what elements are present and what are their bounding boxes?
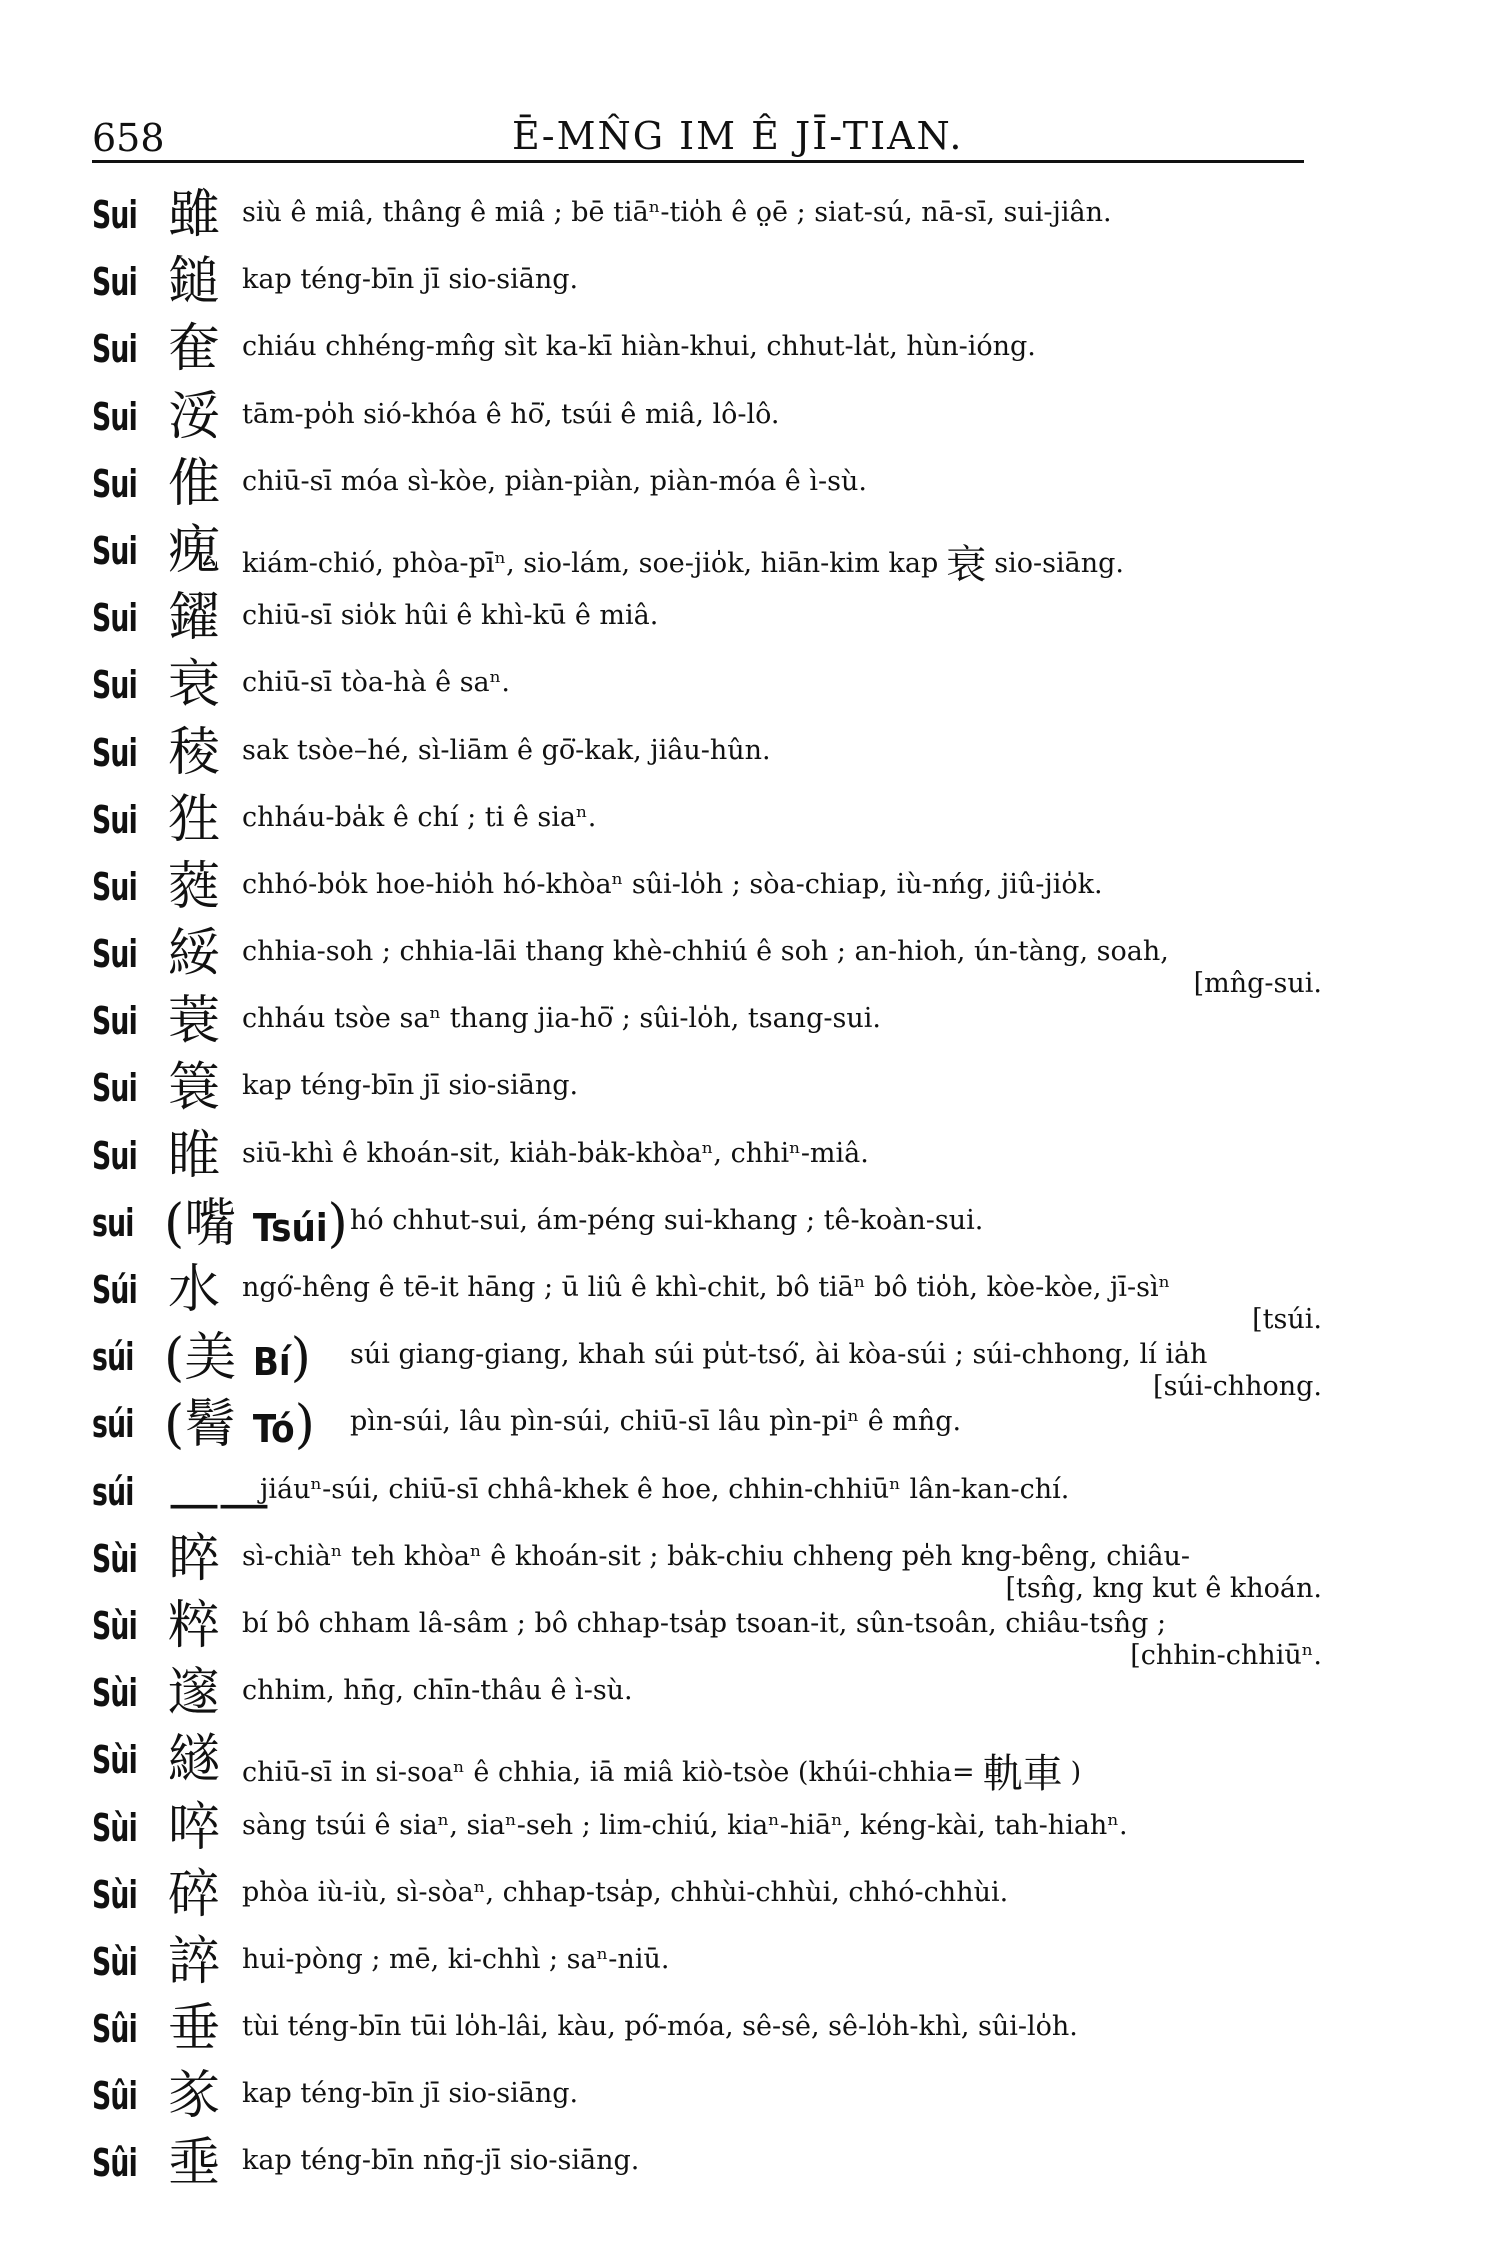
- definition-text: chiáu chhéng-mn̂g sìt ka-kī hiàn-khui, chhut-la̍t, hùn-ióng.: [242, 331, 1036, 363]
- entry-character: 睢: [168, 1125, 221, 1186]
- spacer: [236, 1395, 253, 1455]
- entry-character: 啐: [168, 1797, 221, 1858]
- definition-text: kap téng-bīn jī sio-siāng.: [242, 264, 579, 296]
- entry-headword: Súi: [92, 1268, 137, 1312]
- entry-definition: [350, 1339, 1207, 1370]
- entry-character: 埀: [168, 2133, 221, 2194]
- entry-headword: Sùi: [92, 1939, 137, 1984]
- definition-text: phòa iù-iù, sì-sòaⁿ, chhap-tsa̍p, chhùi-chhùi, chhó-chhùi.: [242, 1876, 1009, 1908]
- entry-character: 邃: [168, 1663, 221, 1724]
- entry-headword: Sûi: [92, 2141, 137, 2186]
- definition-tail: sio-siāng.: [994, 547, 1124, 579]
- dictionary-entry: [92, 521, 1322, 588]
- entry-headword: Sui: [92, 864, 137, 909]
- entry-definition: [242, 600, 658, 631]
- definition-text: kap téng-bīn jī sio-siāng.: [242, 1070, 579, 1102]
- open-paren: (: [164, 1328, 185, 1389]
- entry-definition: [242, 2078, 578, 2109]
- entry-cross-reference: [164, 1396, 315, 1458]
- dictionary-entry: [92, 454, 1322, 521]
- dictionary-entry: [92, 2066, 1322, 2133]
- definition-text: kiám-chió, phòa-pīⁿ, sio-lám, soe-jio̍k, hiān-kim kap: [242, 547, 939, 579]
- definition-text: kap téng-bīn nn̄g-jī sio-siāng.: [242, 2145, 640, 2177]
- entry-definition: [242, 1675, 633, 1706]
- definition-text: chiū-sī tòa-hà ê saⁿ.: [242, 667, 510, 699]
- entry-definition: [242, 1608, 1166, 1639]
- entry-definition: [242, 2145, 639, 2176]
- entry-definition: [242, 1138, 869, 1169]
- definition-text: chiū-sī móa sì-kòe, piàn-piàn, piàn-móa ê ì-sù.: [242, 465, 867, 497]
- definition-text: chhia-soh ; chhia-lāi thang khè-chhiú ê soh ; an-hioh, ún-tàng, soah,: [242, 936, 1169, 968]
- definition-text: hui-pòng ; mē, ki-chhì ; saⁿ-niū.: [242, 1943, 670, 1975]
- dictionary-entry: [92, 1595, 1322, 1671]
- entry-headword: Sui: [92, 1066, 137, 1111]
- spacer: [236, 1328, 253, 1388]
- entry-dash: ——: [168, 1473, 268, 1534]
- entry-character: 水: [168, 1260, 221, 1320]
- dictionary-entry: [92, 790, 1322, 857]
- entry-character: 綏: [168, 924, 221, 985]
- dictionary-entry: [92, 1193, 1322, 1260]
- entry-definition: [242, 1272, 1170, 1303]
- entry-headword: Sui: [92, 730, 137, 775]
- entry-character: 睟: [168, 1528, 221, 1589]
- entry-headword: súi: [92, 1335, 134, 1380]
- dictionary-entry: [92, 1932, 1322, 1999]
- entry-definition: [242, 1003, 881, 1034]
- definition-text: sàng tsúi ê siaⁿ, siaⁿ-seh ; lim-chiú, kiaⁿ-hiāⁿ, kéng-kài, tah-hiahⁿ.: [242, 1809, 1128, 1841]
- definition-continuation: [súi-chhong.: [1153, 1371, 1322, 1403]
- entry-headword: súi: [92, 1469, 134, 1514]
- definition-text: chháu-ba̍k ê chí ; ti ê siaⁿ.: [242, 801, 597, 833]
- entry-character: 稜: [168, 722, 221, 783]
- dictionary-entry: [92, 1730, 1322, 1797]
- xref-character: 嘴: [184, 1193, 237, 1254]
- entry-cross-reference: [164, 1195, 348, 1257]
- entry-headword: Sui: [92, 932, 137, 977]
- entry-character: 鎚: [168, 252, 221, 313]
- dictionary-entry: [92, 1327, 1322, 1403]
- entry-definition: [242, 735, 771, 766]
- entry-character: 蕤: [168, 856, 221, 917]
- inline-character: 衰: [946, 541, 987, 588]
- definition-text: hó chhut-sui, ám-péng sui-khang ; tê-koàn-sui.: [350, 1204, 984, 1236]
- definition-text: jiáuⁿ-súi, chiū-sī chhâ-khek ê hoe, chhin-chhiūⁿ lân-kan-chí.: [260, 1473, 1070, 1505]
- entry-headword: Sui: [92, 528, 137, 573]
- entry-character: 鑃: [168, 588, 221, 649]
- entry-headword: Sùi: [92, 1536, 137, 1581]
- entry-list: [92, 185, 1322, 2201]
- entry-definition: [242, 1742, 1081, 1799]
- dictionary-entry: [92, 185, 1322, 252]
- entry-definition: [242, 533, 1124, 590]
- definition-text: tām-po̍h sió-khóa ê hō͘, tsúi ê miâ, lô-lô.: [242, 398, 780, 430]
- definition-continuation: [chhin-chhiūⁿ.: [1130, 1639, 1322, 1671]
- entry-definition: [242, 1944, 669, 1975]
- entry-character: 瘣: [168, 520, 221, 581]
- entry-headword: Sui: [92, 394, 137, 439]
- entry-headword: Sùi: [92, 1805, 137, 1850]
- definition-text: siū-khì ê khoán-sit, kia̍h-ba̍k-khòaⁿ, chhiⁿ-miâ.: [242, 1137, 869, 1169]
- definition-text: chháu tsòe saⁿ thang jia-hō͘ ; sûi-lo̍h, tsang-sui.: [242, 1003, 881, 1035]
- entry-character: 雖: [168, 185, 221, 245]
- entry-definition: [350, 1406, 961, 1437]
- open-paren: (: [164, 1395, 185, 1456]
- dictionary-entry: [92, 655, 1322, 722]
- entry-headword: Sùi: [92, 1872, 137, 1917]
- entry-definition: [242, 2011, 1078, 2042]
- entry-character: 狌: [168, 789, 221, 850]
- entry-character: 簑: [168, 1058, 221, 1119]
- xref-reading: Bí: [252, 1340, 291, 1385]
- entry-headword: Sùi: [92, 1671, 137, 1716]
- entry-character: 蓑: [168, 991, 221, 1052]
- dictionary-entry: [92, 1462, 1322, 1534]
- entry-headword: Sui: [92, 663, 137, 708]
- definition-text: chiū-sī in si-soaⁿ ê chhia, iā miâ kiò-tsòe (khúi-chhia=: [242, 1757, 975, 1789]
- definition-continuation: [tsúi.: [1252, 1304, 1322, 1335]
- close-paren: ): [327, 1193, 348, 1254]
- entry-headword: Sui: [92, 260, 137, 305]
- entry-definition: [242, 1810, 1128, 1841]
- definition-text: chhó-bo̍k hoe-hio̍h hó-khòaⁿ sûi-lo̍h ; sòa-chiap, iù-nńg, jiû-jio̍k.: [242, 868, 1103, 900]
- entry-definition: [242, 197, 1112, 228]
- entry-definition: [242, 667, 510, 698]
- xref-reading: Tsúi: [252, 1205, 328, 1250]
- dictionary-entry: [92, 1126, 1322, 1193]
- dictionary-entry: [92, 2133, 1322, 2200]
- xref-character: 美: [184, 1328, 237, 1389]
- definition-text: chiū-sī sio̍k hûi ê khì-kū ê miâ.: [242, 600, 659, 632]
- entry-headword: Sui: [92, 461, 137, 506]
- definition-text: chhim, hn̄g, chīn-thâu ê ì-sù.: [242, 1675, 633, 1707]
- open-paren: (: [164, 1193, 185, 1254]
- dictionary-entry: [92, 1260, 1322, 1335]
- xref-character: 鬌: [184, 1395, 237, 1456]
- spacer: [236, 1194, 253, 1254]
- dictionary-entry: [92, 319, 1322, 386]
- entry-headword: Sûi: [92, 2007, 137, 2052]
- entry-definition: [260, 1474, 1069, 1505]
- entry-headword: sui: [92, 1200, 134, 1245]
- entry-headword: súi: [92, 1402, 134, 1447]
- entry-character: 碎: [168, 1864, 221, 1925]
- definition-text: ngó͘-hêng ê tē-it hāng ; ū liû ê khì-chit, bô tiāⁿ bô tio̍h, kòe-kòe, jī-sìⁿ: [242, 1272, 1171, 1303]
- entry-headword: Sui: [92, 327, 137, 372]
- dictionary-entry: [92, 1999, 1322, 2066]
- entry-headword: Sùi: [92, 1738, 137, 1783]
- definition-text: tùi téng-bīn tūi lo̍h-lâi, kàu, pó͘-móa, sê-sê, sê-lo̍h-khì, sûi-lo̍h.: [242, 2011, 1078, 2043]
- entry-headword: Sui: [92, 193, 137, 237]
- entry-character: 奞: [168, 319, 221, 380]
- entry-definition: [242, 869, 1103, 900]
- entry-headword: Sûi: [92, 2074, 137, 2119]
- dictionary-entry: [92, 723, 1322, 790]
- definition-text: sì-chiàⁿ teh khòaⁿ ê khoán-sit ; ba̍k-chiu chheng pe̍h kng-bêng, chiâu-: [242, 1540, 1190, 1572]
- entry-headword: Sui: [92, 999, 137, 1044]
- entry-character: 繸: [168, 1730, 221, 1791]
- close-paren: ): [290, 1328, 311, 1389]
- xref-reading: Tó: [252, 1407, 295, 1452]
- dictionary-entry: [92, 1865, 1322, 1932]
- header-rule: [92, 160, 1304, 163]
- entry-definition: [242, 331, 1036, 362]
- entry-definition: [242, 1877, 1008, 1908]
- definition-text: sak tsòe–hé, sì-liām ê gō͘-kak, jiâu-hûn.: [242, 734, 771, 766]
- dictionary-entry: [92, 1394, 1322, 1461]
- close-paren: ): [294, 1395, 315, 1456]
- definition-tail: ): [1070, 1757, 1082, 1789]
- page-number: 658: [92, 116, 165, 160]
- definition-text: kap téng-bīn jī sio-siāng.: [242, 2078, 579, 2110]
- dictionary-entry: [92, 1058, 1322, 1125]
- entry-headword: Sùi: [92, 1603, 137, 1648]
- dictionary-entry: [92, 252, 1322, 319]
- dictionary-entry: [92, 1528, 1322, 1604]
- entry-cross-reference: [164, 1329, 311, 1391]
- entry-character: 㒸: [168, 2066, 221, 2127]
- entry-definition: [350, 1205, 983, 1236]
- entry-character: 衰: [168, 655, 221, 716]
- definition-text: bí bô chham lâ-sâm ; bô chhap-tsa̍p tsoan-it, sûn-tsoân, chiâu-tsn̂g ;: [242, 1607, 1167, 1639]
- dictionary-entry: [92, 924, 1322, 1000]
- dictionary-entry: [92, 857, 1322, 924]
- dictionary-entry: [92, 1798, 1322, 1865]
- inline-character: 軌車: [982, 1751, 1063, 1798]
- entry-character: 誶: [168, 1931, 221, 1992]
- entry-definition: [242, 802, 596, 833]
- entry-character: 倠: [168, 453, 221, 514]
- entry-definition: [242, 466, 867, 497]
- running-title: Ē-MN̂G IM Ê JĪ-TIAN.: [512, 114, 964, 158]
- entry-definition: [242, 264, 578, 295]
- entry-character: 浽: [168, 386, 221, 447]
- definition-continuation: [mn̂g-sui.: [1193, 968, 1322, 1000]
- dictionary-entry: [92, 991, 1322, 1058]
- definition-continuation: [tsn̂g, kng kut ê khoán.: [1005, 1572, 1322, 1604]
- definition-text: siù ê miâ, thâng ê miâ ; bē tiāⁿ-tio̍h ê o̤ē ; siat-sú, nā-sī, sui-jiân.: [242, 197, 1112, 228]
- entry-character: 粹: [168, 1595, 221, 1656]
- dictionary-entry: [92, 588, 1322, 655]
- entry-headword: Sui: [92, 797, 137, 842]
- entry-definition: [242, 1541, 1190, 1572]
- definition-text: súi giang-giang, khah súi pu̍t-tsó͘, ài kòa-súi ; súi-chhong, lí ia̍h: [350, 1339, 1208, 1371]
- entry-definition: [242, 936, 1169, 967]
- page-header: [92, 108, 1302, 160]
- definition-text: pìn-súi, lâu pìn-súi, chiū-sī lâu pìn-piⁿ ê mn̂g.: [350, 1406, 962, 1438]
- entry-character: 垂: [168, 1999, 221, 2060]
- entry-headword: Sui: [92, 1133, 137, 1178]
- entry-definition: [242, 1070, 578, 1101]
- dictionary-entry: [92, 1663, 1322, 1730]
- entry-definition: [242, 399, 780, 430]
- dictionary-entry: [92, 387, 1322, 454]
- entry-headword: Sui: [92, 596, 137, 641]
